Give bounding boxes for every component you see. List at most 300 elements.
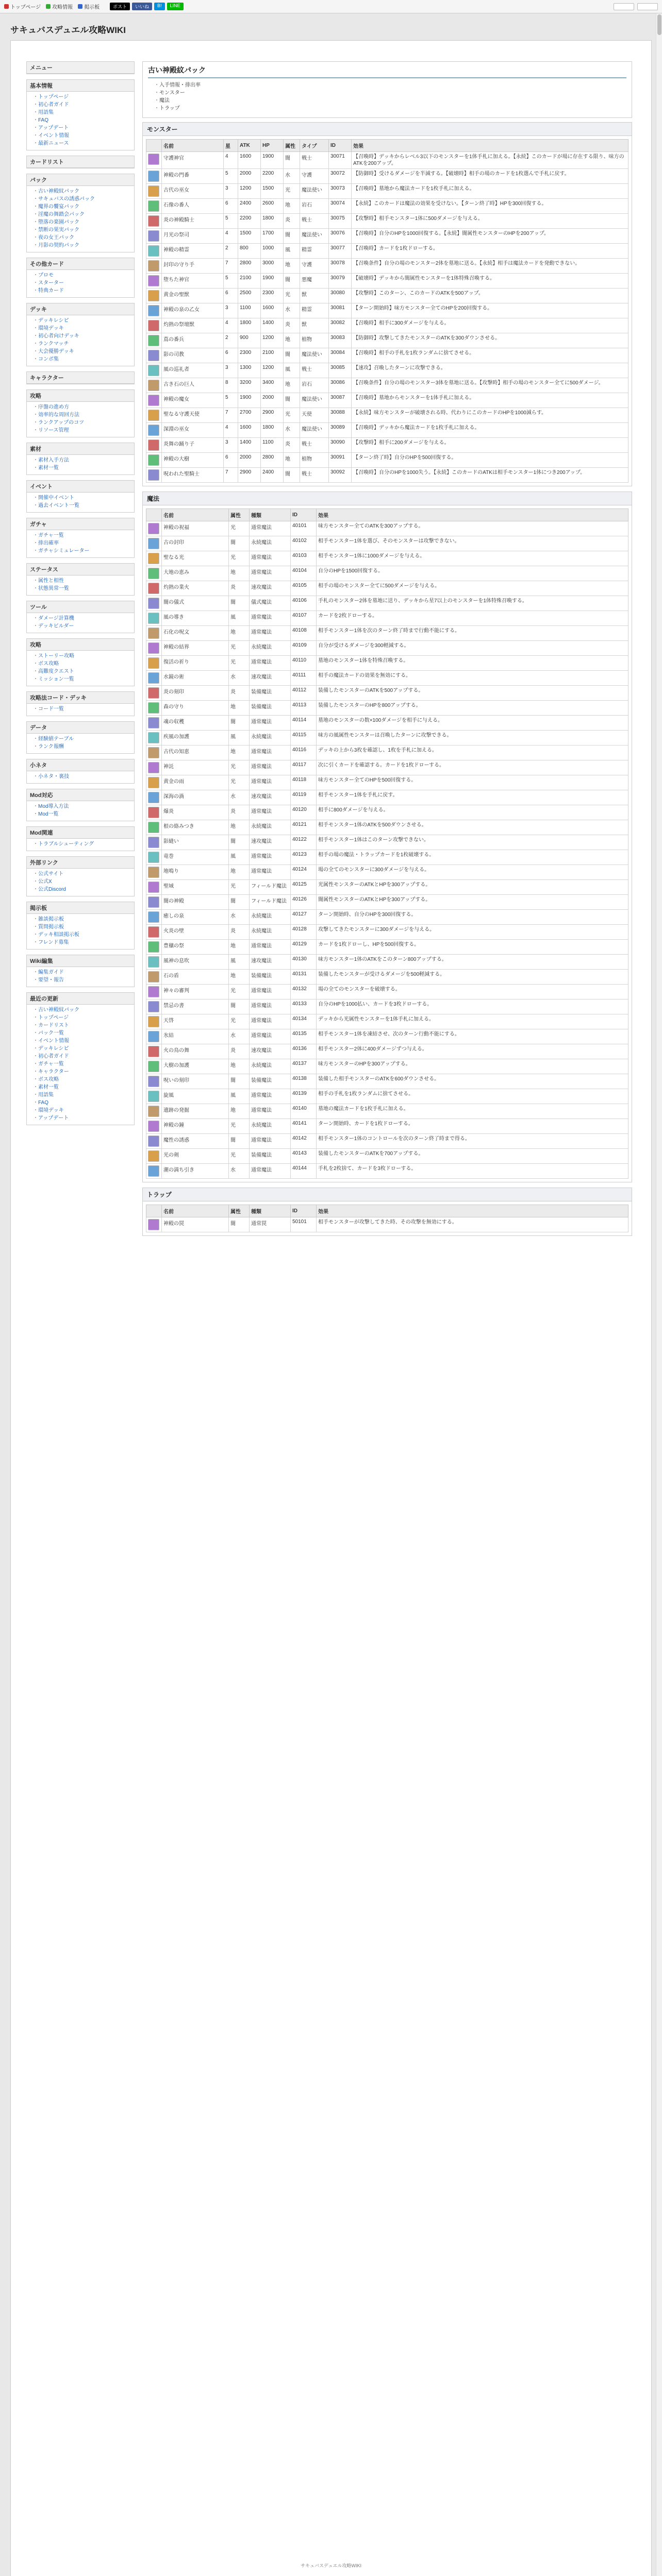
card-thumbnail[interactable] bbox=[146, 566, 162, 581]
cell-name[interactable]: 神殿の精霊 bbox=[162, 244, 224, 259]
sidebar-link[interactable]: ・ ランクアップのコツ bbox=[33, 419, 130, 427]
table-row bbox=[146, 820, 628, 835]
cell-name[interactable]: 黄金の雨 bbox=[162, 775, 229, 790]
toc-link[interactable]: ・ モンスター bbox=[154, 89, 626, 97]
card-thumbnail[interactable] bbox=[146, 1149, 162, 1164]
cell-name[interactable]: 魔性の誘惑 bbox=[162, 1134, 229, 1149]
card-thumbnail[interactable] bbox=[146, 152, 162, 169]
sidebar-link[interactable]: ・ 雑談掲示板 bbox=[33, 916, 130, 923]
card-thumbnail[interactable] bbox=[146, 835, 162, 850]
sidebar-link[interactable]: ・ 堕落の楽園パック bbox=[33, 218, 130, 226]
card-thumbnail[interactable] bbox=[146, 1074, 162, 1089]
cell-name[interactable]: 大地の恵み bbox=[162, 566, 229, 581]
cell-name[interactable]: 炎の刻印 bbox=[162, 686, 229, 701]
sidebar-link[interactable]: ・ 古い神殿紋パック bbox=[33, 188, 130, 195]
sidebar-link[interactable]: ・ パック一覧 bbox=[33, 1029, 130, 1037]
cell-name[interactable]: 神殿の祝福 bbox=[162, 521, 229, 536]
cell-effect: デッキの上から3枚を確認し、1枚を手札に加える。 bbox=[317, 745, 628, 760]
card-thumbnail[interactable] bbox=[146, 1059, 162, 1074]
sidebar-link[interactable]: ・ 禁断の果実パック bbox=[33, 226, 130, 234]
cell-name[interactable]: 禁忌の書 bbox=[162, 999, 229, 1014]
cell-name[interactable]: 神殿の鐘 bbox=[162, 1119, 229, 1134]
cell-name[interactable]: 古代の巫女 bbox=[162, 184, 224, 199]
sidebar-link[interactable]: ・ デッキ相談掲示板 bbox=[33, 931, 130, 939]
sidebar-link[interactable]: ・ サキュバスの誘惑パック bbox=[33, 195, 130, 203]
card-thumbnail[interactable] bbox=[146, 596, 162, 611]
sidebar-link[interactable]: ・ 初心者向けデッキ bbox=[33, 332, 130, 340]
cell-atk: 2800 bbox=[238, 259, 261, 274]
cell-atk: 2400 bbox=[238, 199, 261, 214]
card-thumbnail[interactable] bbox=[146, 745, 162, 760]
page-scrollbar[interactable] bbox=[656, 13, 662, 2576]
share-button[interactable]: LINE bbox=[167, 3, 184, 10]
cell-attr: 地 bbox=[229, 1104, 250, 1119]
cell-name[interactable]: 堕ちた神官 bbox=[162, 274, 224, 289]
cell-name[interactable]: 豊穣の祭 bbox=[162, 940, 229, 955]
card-thumbnail[interactable] bbox=[146, 184, 162, 199]
cell-id: 30092 bbox=[329, 468, 352, 483]
sidebar-link[interactable]: ・ ストーリー攻略 bbox=[33, 652, 130, 660]
sidebar-link[interactable]: ・ アップデート bbox=[33, 124, 130, 132]
cell-id: 30075 bbox=[329, 214, 352, 229]
cell-atk: 1300 bbox=[238, 363, 261, 378]
card-thumbnail[interactable] bbox=[146, 303, 162, 318]
sidebar-link[interactable]: ・ キャラクター bbox=[33, 1068, 130, 1076]
cell-name[interactable]: 疾風の加護 bbox=[162, 731, 229, 745]
cell-id: 40107 bbox=[291, 611, 317, 626]
sidebar-link[interactable]: ・ 序盤の進め方 bbox=[33, 403, 130, 411]
cell-name[interactable]: 影縫い bbox=[162, 835, 229, 850]
cell-name[interactable]: 蔦の番兵 bbox=[162, 333, 224, 348]
sidebar-link[interactable]: ・ 過去イベント一覧 bbox=[33, 502, 130, 510]
sidebar-link[interactable]: ・ 編集ガイド bbox=[33, 969, 130, 976]
card-thumbnail[interactable] bbox=[146, 790, 162, 805]
cell-attr: 水 bbox=[229, 671, 250, 686]
sidebar-link[interactable]: ・ 状態異常一覧 bbox=[33, 585, 130, 592]
cell-atk: 2000 bbox=[238, 169, 261, 184]
cell-name[interactable]: 森の守り bbox=[162, 701, 229, 716]
toc-link[interactable]: ・ トラップ bbox=[154, 105, 626, 112]
sidebar-link[interactable]: ・ Mod一覧 bbox=[33, 810, 130, 818]
cell-name[interactable]: 風の巡礼者 bbox=[162, 363, 224, 378]
card-thumbnail[interactable] bbox=[146, 1044, 162, 1059]
cell-name[interactable]: 風神の息吹 bbox=[162, 955, 229, 970]
cell-attr: 光 bbox=[229, 641, 250, 656]
card-image bbox=[148, 822, 159, 833]
cell-atk: 1900 bbox=[238, 393, 261, 408]
card-thumbnail[interactable] bbox=[146, 199, 162, 214]
sidebar-link[interactable]: ・ 環境デッキ bbox=[33, 1107, 130, 1114]
cell-name[interactable]: 地鳴り bbox=[162, 865, 229, 880]
cell-effect: 【召喚時】デッキから魔法カードを1枚手札に加える。 bbox=[352, 423, 628, 438]
card-thumbnail[interactable] bbox=[146, 378, 162, 393]
cell-attr: 闇 bbox=[229, 835, 250, 850]
cell-name[interactable]: 復活の祈り bbox=[162, 656, 229, 671]
sidebar-link[interactable]: ・ 大会優勝デッキ bbox=[33, 348, 130, 355]
sidebar-link[interactable]: ・ 小ネタ・裏技 bbox=[33, 773, 130, 781]
sidebar-link[interactable]: ・ 属性と相性 bbox=[33, 577, 130, 585]
card-thumbnail[interactable] bbox=[146, 393, 162, 408]
sidebar-link[interactable]: ・ 環境デッキ bbox=[33, 325, 130, 332]
cell-name[interactable]: 神殿の門番 bbox=[162, 169, 224, 184]
cell-name[interactable]: 神々の審判 bbox=[162, 985, 229, 999]
cell-attr: 水 bbox=[229, 1029, 250, 1044]
cell-hp: 2100 bbox=[261, 348, 284, 363]
cell-attr: 地 bbox=[229, 865, 250, 880]
card-thumbnail[interactable] bbox=[146, 760, 162, 775]
card-thumbnail[interactable] bbox=[146, 910, 162, 925]
sidebar-link[interactable]: ・ 素材一覧 bbox=[33, 464, 130, 472]
card-thumbnail[interactable] bbox=[146, 333, 162, 348]
sidebar-link[interactable]: ・ ガチャ一覧 bbox=[33, 532, 130, 539]
sidebar-link[interactable]: ・ ガチャシミュレーター bbox=[33, 547, 130, 555]
cell-name[interactable]: 火の鳥の舞 bbox=[162, 1044, 229, 1059]
cell-name[interactable]: 影の司教 bbox=[162, 348, 224, 363]
sidebar-link[interactable]: ・ ランク報酬 bbox=[33, 743, 130, 751]
top-nav-link[interactable] bbox=[78, 3, 100, 10]
card-thumbnail[interactable] bbox=[146, 229, 162, 244]
cell-name[interactable]: 旋風 bbox=[162, 1089, 229, 1104]
sidebar-link[interactable]: ・ FAQ bbox=[33, 116, 130, 124]
cell-star: 5 bbox=[224, 274, 238, 289]
sidebar-link[interactable]: ・ Mod導入方法 bbox=[33, 803, 130, 810]
cell-attr: 炎 bbox=[229, 581, 250, 596]
cell-effect: 相手モンスター1体を次のターン終了時まで行動不能にする。 bbox=[317, 626, 628, 641]
card-thumbnail[interactable] bbox=[146, 521, 162, 536]
cell-effect: 【ターン開始時】味方モンスター全てのHPを200回復する。 bbox=[352, 303, 628, 318]
card-thumbnail[interactable] bbox=[146, 1217, 162, 1232]
cell-name[interactable]: 天啓 bbox=[162, 1014, 229, 1029]
sidebar-link[interactable]: ・ 経験値テーブル bbox=[33, 735, 130, 743]
card-thumbnail[interactable] bbox=[146, 453, 162, 468]
card-thumbnail[interactable] bbox=[146, 348, 162, 363]
sidebar-link[interactable]: ・ 開催中イベント bbox=[33, 494, 130, 502]
sidebar-link[interactable]: ・ 要望・報告 bbox=[33, 976, 130, 984]
cell-name[interactable]: 水鏡の術 bbox=[162, 671, 229, 686]
cell-name[interactable]: 古代の知恵 bbox=[162, 745, 229, 760]
cell-id: 40122 bbox=[291, 835, 317, 850]
card-thumbnail[interactable] bbox=[146, 1029, 162, 1044]
cell-effect: 相手モンスター2体に400ダメージずつ与える。 bbox=[317, 1044, 628, 1059]
sidebar-link[interactable]: ・ 古い神殿紋パック bbox=[33, 1006, 130, 1014]
sidebar-link[interactable]: ・ トップページ bbox=[33, 1014, 130, 1022]
card-thumbnail[interactable] bbox=[146, 656, 162, 671]
card-thumbnail[interactable] bbox=[146, 169, 162, 184]
cell-effect: 装備した相手モンスターのATKを600ダウンさせる。 bbox=[317, 1074, 628, 1089]
sidebar-block bbox=[26, 638, 135, 686]
sidebar-link[interactable]: ・ 高難度クエスト bbox=[33, 668, 130, 675]
table-row bbox=[146, 955, 628, 970]
card-thumbnail[interactable] bbox=[146, 423, 162, 438]
cell-attr: 光 bbox=[229, 1014, 250, 1029]
sidebar-link[interactable]: ・ 素材一覧 bbox=[33, 1083, 130, 1091]
card-thumbnail[interactable] bbox=[146, 274, 162, 289]
sidebar-link[interactable]: ・ 用語集 bbox=[33, 1091, 130, 1099]
cell-name[interactable]: 守護神官 bbox=[162, 152, 224, 169]
card-thumbnail[interactable] bbox=[146, 1089, 162, 1104]
cell-name[interactable]: 遺跡の発掘 bbox=[162, 1104, 229, 1119]
cell-name[interactable]: 魂の収穫 bbox=[162, 716, 229, 731]
sidebar-link[interactable]: ・ プロモ bbox=[33, 272, 130, 279]
cell-id: 30083 bbox=[329, 333, 352, 348]
column-header: 属性 bbox=[229, 1205, 250, 1217]
toc-link[interactable]: ・ 入手情報・排出率 bbox=[154, 81, 626, 89]
sidebar-link[interactable]: ・ 公式サイト bbox=[33, 870, 130, 878]
sidebar-link[interactable]: ・ 効率的な周回方法 bbox=[33, 411, 130, 419]
cell-effect: 相手の場のモンスター全てに500ダメージを与える。 bbox=[317, 581, 628, 596]
sidebar-link[interactable]: ・ コンボ集 bbox=[33, 355, 130, 363]
cell-name[interactable]: 月光の祭司 bbox=[162, 229, 224, 244]
card-thumbnail[interactable] bbox=[146, 895, 162, 910]
cell-name[interactable]: 石化の呪文 bbox=[162, 626, 229, 641]
sidebar-link[interactable]: ・ FAQ bbox=[33, 1099, 130, 1107]
sidebar-link[interactable]: ・ コード一覧 bbox=[33, 705, 130, 713]
table-row bbox=[146, 378, 628, 393]
share-button[interactable]: ポスト bbox=[110, 3, 130, 10]
sidebar-link[interactable]: ・ ガチャ一覧 bbox=[33, 1060, 130, 1068]
cell-name[interactable]: 癒しの泉 bbox=[162, 910, 229, 925]
scrollbar-thumb[interactable] bbox=[657, 14, 661, 35]
sidebar-link[interactable]: ・ 魔界の饗宴パック bbox=[33, 203, 130, 211]
sidebar-link[interactable]: ・ トラブルシューティング bbox=[33, 840, 130, 848]
sidebar-link[interactable]: ・ 質問掲示板 bbox=[33, 923, 130, 931]
share-button[interactable]: B! bbox=[154, 3, 165, 10]
cell-name[interactable]: 神殿の泉の乙女 bbox=[162, 303, 224, 318]
search-box[interactable] bbox=[614, 3, 634, 10]
cell-name[interactable]: 火炎の壁 bbox=[162, 925, 229, 940]
cell-name[interactable]: 炎舞の踊り子 bbox=[162, 438, 224, 453]
sidebar-link[interactable]: ・ 素材入手方法 bbox=[33, 456, 130, 464]
cell-name[interactable]: 神殿の結界 bbox=[162, 641, 229, 656]
card-thumbnail[interactable] bbox=[146, 940, 162, 955]
card-thumbnail[interactable] bbox=[146, 671, 162, 686]
section-title: トラップ bbox=[143, 1188, 632, 1201]
card-thumbnail[interactable] bbox=[146, 611, 162, 626]
sidebar-link[interactable]: ・ 初心者ガイド bbox=[33, 1053, 130, 1060]
share-button[interactable]: いいね bbox=[132, 3, 152, 10]
sidebar-link[interactable]: ・ イベント情報 bbox=[33, 132, 130, 140]
cell-name[interactable]: 潮の満ち引き bbox=[162, 1164, 229, 1179]
sidebar-link[interactable]: ・ ボス攻略 bbox=[33, 1076, 130, 1083]
sidebar-link[interactable]: ・ トップページ bbox=[33, 93, 130, 101]
table-row bbox=[146, 760, 628, 775]
card-thumbnail[interactable] bbox=[146, 775, 162, 790]
cell-name[interactable]: 灼熱の祭壇獣 bbox=[162, 318, 224, 333]
table-row bbox=[146, 805, 628, 820]
cell-name[interactable]: 爆炎 bbox=[162, 805, 229, 820]
cell-name[interactable]: 石の盾 bbox=[162, 970, 229, 985]
card-image bbox=[148, 1046, 159, 1057]
sidebar-link[interactable]: ・ ランクマッチ bbox=[33, 340, 130, 348]
cell-name[interactable]: 光の剣 bbox=[162, 1149, 229, 1164]
sidebar-link[interactable]: ・ 公式X bbox=[33, 878, 130, 886]
cell-attr: 光 bbox=[229, 985, 250, 999]
card-thumbnail[interactable] bbox=[146, 363, 162, 378]
card-thumbnail[interactable] bbox=[146, 701, 162, 716]
cell-hp: 1400 bbox=[261, 318, 284, 333]
sidebar-link[interactable]: ・ スターター bbox=[33, 279, 130, 287]
cell-id: 40131 bbox=[291, 970, 317, 985]
table-row bbox=[146, 536, 628, 551]
card-image bbox=[148, 867, 159, 878]
card-thumbnail[interactable] bbox=[146, 1014, 162, 1029]
card-thumbnail[interactable] bbox=[146, 686, 162, 701]
card-thumbnail[interactable] bbox=[146, 581, 162, 596]
cell-name[interactable]: 古の封印 bbox=[162, 536, 229, 551]
cell-name[interactable]: 神殿の魔女 bbox=[162, 393, 224, 408]
card-thumbnail[interactable] bbox=[146, 214, 162, 229]
card-thumbnail[interactable] bbox=[146, 641, 162, 656]
sidebar-link[interactable]: ・ デッキビルダー bbox=[33, 622, 130, 630]
sidebar-link[interactable]: ・ 初心者ガイド bbox=[33, 101, 130, 109]
cell-name[interactable]: 竜巻 bbox=[162, 850, 229, 865]
card-image bbox=[148, 583, 159, 594]
toc-link[interactable]: ・ 魔法 bbox=[154, 97, 626, 105]
sidebar-heading: 基本情報 bbox=[27, 80, 134, 92]
sidebar-link[interactable]: ・ カードリスト bbox=[33, 1022, 130, 1029]
top-nav-link[interactable] bbox=[4, 3, 41, 10]
card-thumbnail[interactable] bbox=[146, 626, 162, 641]
sidebar-heading: ツール bbox=[27, 601, 134, 613]
card-image bbox=[148, 1076, 159, 1087]
sidebar-block bbox=[26, 79, 135, 150]
cell-attr: 光 bbox=[229, 775, 250, 790]
table-row bbox=[146, 1059, 628, 1074]
cell-name[interactable]: 古き石の巨人 bbox=[162, 378, 224, 393]
card-thumbnail[interactable] bbox=[146, 985, 162, 999]
sidebar-block bbox=[26, 955, 135, 987]
cell-name[interactable]: 聖なる守護天使 bbox=[162, 408, 224, 423]
sidebar-link[interactable]: ・ ミッション一覧 bbox=[33, 675, 130, 683]
card-thumbnail[interactable] bbox=[146, 259, 162, 274]
cell-effect: 相手モンスターが攻撃してきた時、その攻撃を無効にする。 bbox=[317, 1217, 628, 1232]
table-row bbox=[146, 745, 628, 760]
cell-attr: 風 bbox=[229, 955, 250, 970]
card-thumbnail[interactable] bbox=[146, 865, 162, 880]
cell-attr: 炎 bbox=[284, 214, 300, 229]
card-thumbnail[interactable] bbox=[146, 970, 162, 985]
cell-kind: 速攻魔法 bbox=[250, 1044, 291, 1059]
cell-kind: 通常魔法 bbox=[250, 760, 291, 775]
card-thumbnail[interactable] bbox=[146, 925, 162, 940]
sidebar-list bbox=[27, 704, 134, 716]
cell-name[interactable]: 聖なる光 bbox=[162, 551, 229, 566]
cell-attr: 闇 bbox=[229, 1134, 250, 1149]
cell-name[interactable]: 氷結 bbox=[162, 1029, 229, 1044]
sidebar-link[interactable]: ・ イベント情報 bbox=[33, 1037, 130, 1045]
cell-name[interactable]: 神託 bbox=[162, 760, 229, 775]
cell-name[interactable]: 呪われた聖騎士 bbox=[162, 468, 224, 483]
card-thumbnail[interactable] bbox=[146, 999, 162, 1014]
card-thumbnail[interactable] bbox=[146, 1164, 162, 1179]
sidebar-link[interactable]: ・ 排出確率 bbox=[33, 539, 130, 547]
sidebar-link[interactable]: ・ 最新ニュース bbox=[33, 140, 130, 147]
card-thumbnail[interactable] bbox=[146, 468, 162, 483]
site-title[interactable]: サキュバスデュエル攻略WIKI bbox=[10, 25, 126, 35]
card-thumbnail[interactable] bbox=[146, 880, 162, 895]
card-thumbnail[interactable] bbox=[146, 955, 162, 970]
card-thumbnail[interactable] bbox=[146, 1104, 162, 1119]
cell-name[interactable]: 根の絡みつき bbox=[162, 820, 229, 835]
cell-attr: 水 bbox=[284, 169, 300, 184]
sidebar-link[interactable]: ・ フレンド募集 bbox=[33, 939, 130, 946]
cell-name[interactable]: 闇の儀式 bbox=[162, 596, 229, 611]
cell-name[interactable]: 深淵の巫女 bbox=[162, 423, 224, 438]
card-thumbnail[interactable] bbox=[146, 289, 162, 303]
sidebar-link[interactable]: ・ デッキレシピ bbox=[33, 1045, 130, 1053]
cell-name[interactable]: 神殿の罠 bbox=[162, 1217, 229, 1232]
cell-name[interactable]: 炎の神殿騎士 bbox=[162, 214, 224, 229]
column-header: 効果 bbox=[317, 509, 628, 521]
card-thumbnail[interactable] bbox=[146, 731, 162, 745]
card-thumbnail[interactable] bbox=[146, 551, 162, 566]
cell-id: 30090 bbox=[329, 438, 352, 453]
sidebar-link[interactable]: ・ デッキレシピ bbox=[33, 317, 130, 325]
cell-name[interactable]: 神殿の大樹 bbox=[162, 453, 224, 468]
card-thumbnail[interactable] bbox=[146, 716, 162, 731]
cell-name[interactable]: 呪いの刻印 bbox=[162, 1074, 229, 1089]
card-thumbnail[interactable] bbox=[146, 850, 162, 865]
card-image bbox=[148, 523, 159, 534]
sidebar-link[interactable]: ・ 月影の契約パック bbox=[33, 242, 130, 249]
top-nav-link[interactable] bbox=[46, 3, 73, 10]
card-thumbnail[interactable] bbox=[146, 536, 162, 551]
table-row bbox=[146, 259, 628, 274]
cell-name[interactable]: 聖域 bbox=[162, 880, 229, 895]
cell-hp: 2800 bbox=[261, 453, 284, 468]
sidebar-link[interactable]: ・ リソース管理 bbox=[33, 427, 130, 434]
login-button[interactable] bbox=[637, 3, 658, 10]
cell-name[interactable]: 封印の守り手 bbox=[162, 259, 224, 274]
table-row bbox=[146, 596, 628, 611]
card-thumbnail[interactable] bbox=[146, 438, 162, 453]
card-thumbnail[interactable] bbox=[146, 820, 162, 835]
card-thumbnail[interactable] bbox=[146, 1134, 162, 1149]
sidebar-link[interactable]: ・ 夜の女王パック bbox=[33, 234, 130, 242]
cell-star: 6 bbox=[224, 199, 238, 214]
cell-attr: 闇 bbox=[229, 716, 250, 731]
sidebar-link[interactable]: ・ 淫魔の舞踏会パック bbox=[33, 211, 130, 218]
sidebar-link[interactable]: ・ ダメージ計算機 bbox=[33, 615, 130, 622]
sidebar-link[interactable]: ・ 用語集 bbox=[33, 109, 130, 116]
sidebar-link[interactable]: ・ アップデート bbox=[33, 1114, 130, 1122]
card-thumbnail[interactable] bbox=[146, 244, 162, 259]
card-image bbox=[148, 687, 159, 699]
card-thumbnail[interactable] bbox=[146, 408, 162, 423]
cell-type: 守護 bbox=[300, 169, 329, 184]
cell-name[interactable]: 闇の神殿 bbox=[162, 895, 229, 910]
cell-name[interactable]: 風の導き bbox=[162, 611, 229, 626]
cell-name[interactable]: 大樹の加護 bbox=[162, 1059, 229, 1074]
cell-name[interactable]: 黄金の聖獣 bbox=[162, 289, 224, 303]
card-thumbnail[interactable] bbox=[146, 318, 162, 333]
sidebar-link[interactable]: ・ ボス攻略 bbox=[33, 660, 130, 668]
sidebar-block bbox=[26, 174, 135, 252]
cell-name[interactable]: 灼熱の業火 bbox=[162, 581, 229, 596]
cell-atk: 2700 bbox=[238, 408, 261, 423]
sidebar-link[interactable]: ・ 特典カード bbox=[33, 287, 130, 295]
sidebar-link[interactable]: ・ 公式Discord bbox=[33, 886, 130, 893]
cell-type: 魔法使い bbox=[300, 229, 329, 244]
card-thumbnail[interactable] bbox=[146, 805, 162, 820]
cell-name[interactable]: 石像の番人 bbox=[162, 199, 224, 214]
cell-effect: 相手モンスター1体はこのターン攻撃できない。 bbox=[317, 835, 628, 850]
cell-id: 30081 bbox=[329, 303, 352, 318]
sidebar-heading: 外部リンク bbox=[27, 857, 134, 869]
cell-id: 40119 bbox=[291, 790, 317, 805]
cell-name[interactable]: 深海の渦 bbox=[162, 790, 229, 805]
card-thumbnail[interactable] bbox=[146, 1119, 162, 1134]
